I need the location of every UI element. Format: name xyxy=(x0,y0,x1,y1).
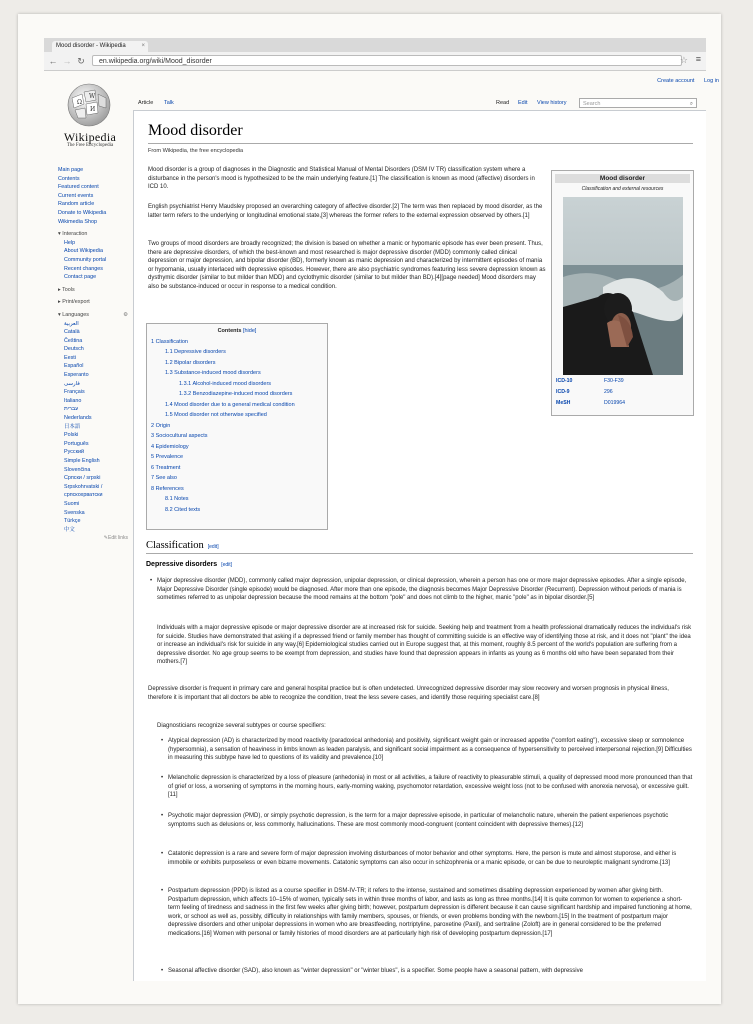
language-link[interactable]: Français xyxy=(64,389,85,396)
toc-entry[interactable]: 4 Epidemiology xyxy=(151,443,189,450)
wikipedia-wordmark: Wikipedia xyxy=(63,130,117,144)
toc-entry[interactable]: 1.3.2 Benzodiazepine-induced mood disorders xyxy=(179,391,293,397)
toc-entry[interactable]: 8 References xyxy=(151,485,184,492)
list-item-atypical: Atypical depression (AD) is characterized by mood reactivity (paradoxical anhedonia) and positivity, significant weight gain or increased appetite ("comfort eating"), excessive sleep or somnolence (hypersomnia), a sensation of heaviness in limbs known as leaden paralysis, and significant social impairment as a consequence of hypersensitivity to perceived interpersonal rejection.[9] Difficulties in measuring this subtype have led to questions of its validity and prevalence.[10] xyxy=(168,738,692,762)
language-link[interactable]: Slovenčina xyxy=(64,466,91,473)
language-link[interactable]: Esperanto xyxy=(64,372,89,379)
tab-title: Mood disorder - Wikipedia xyxy=(56,43,126,49)
infobox-row xyxy=(556,378,624,384)
sidebar-item[interactable]: Contact page xyxy=(64,274,97,281)
list-item-catatonic: Catatonic depression is a rare and severe form of major depression involving disturbances of motor behavior and other symptoms. Here, the person is mute and almost stuporose, and either is immobile or exhibits purposeless or even bizarre movements. Catatonic symptoms can also occur in schizophrenia or a manic episode, or can be due to neuroleptic malignant syndrome.[13] xyxy=(168,851,677,866)
svg-text:Ω: Ω xyxy=(77,99,82,106)
edit-subsection-link[interactable]: [edit] xyxy=(221,562,233,568)
infobox-title: Mood disorder xyxy=(555,174,690,183)
toc-entry[interactable]: 3 Sociocultural aspects xyxy=(151,433,208,439)
wikipedia-globe-logo[interactable] xyxy=(62,80,116,128)
site-subtitle: From Wikipedia, the free encyclopedia xyxy=(148,148,244,154)
language-link[interactable]: עברית xyxy=(64,406,79,413)
bullet-icon: • xyxy=(161,968,164,974)
toc-entry[interactable]: 1.3 Substance-induced mood disorders xyxy=(165,370,261,376)
tab-talk[interactable]: Talk xyxy=(164,100,174,106)
language-link[interactable]: Italiano xyxy=(64,397,82,404)
language-link[interactable]: Polski xyxy=(64,432,79,439)
toc-entry[interactable]: 1.5 Mood disorder not otherwise specified xyxy=(165,412,267,418)
browser-tab-bar xyxy=(44,38,706,52)
page-title: Mood disorder xyxy=(148,122,693,144)
language-link[interactable]: فارسی xyxy=(64,380,80,387)
sidebar-main-nav xyxy=(58,166,128,226)
language-link[interactable]: Српски / srpski xyxy=(64,475,101,482)
section-heading-classification: Classification [edit] xyxy=(146,540,693,554)
list-item-mdd-detail: Individuals with a major depressive episode or major depressive disorder are at increased risk for suicide. Seeking help and treatment from a health professional dramatically reduces the individual's risk for suicide. Studies have demonstrated that asking if a depressed friend or family member has thought of committing suicide is an effective way of identifying those at risk, and it does not "plant" the idea or increase an individual's risk for suicide in any way.[6] Epidemiological studies carried out in Europe suggest that, at this moment, roughly 8.5 percent of the world's population are suffering from a depressive disorder. No age group seems to be exempt from depression, and studies have found that depression appears in infants as young as 6 months old who have been separated from their mothers.[7] xyxy=(157,625,692,666)
lead-paragraph-3: Two groups of mood disorders are broadly recognized; the division is based on whether a manic or hypomanic episode has ever been present. Thus, there are depressive disorders, of which the best-known and most researched is major depressive disorder (MDD) commonly called clinical depression or major depression, and bipolar disorder (BD), formerly known as manic depression and characterized by intermittent episodes of mania or hypomania, usually interlaced with depressive episodes. However, there are also psychiatric syndromes featuring less severe depression known as dysthymic disorder (similar to but milder than MDD) and cyclothymic disorder (similar to but milder than BD).[4][page needed] Mood disorders may also be substance-induced or occur in response to a medical condition. xyxy=(148,241,546,290)
pencil-icon: ✎ xyxy=(103,535,108,542)
bullet-icon: • xyxy=(150,578,153,584)
edit-section-link[interactable]: [edit] xyxy=(207,544,219,550)
paragraph-depressive-disorder: Depressive disorder is frequent in primary care and general hospital practice but is often undetected. Unrecognized depressive disorder may slow recovery and worsen prognosis in physical illness, therefore it is important that all doctors be able to recognize the condition, treat the less severe cases, and identify those requiring specialist care.[8] xyxy=(148,686,669,701)
toc-entry[interactable]: 5 Prevalence xyxy=(151,454,184,460)
infobox-value[interactable]: F30-F39 xyxy=(604,378,624,384)
language-link[interactable]: Čeština xyxy=(64,337,83,344)
infobox-row xyxy=(556,389,613,395)
language-link[interactable]: Català xyxy=(64,329,80,336)
language-link[interactable]: Türkçe xyxy=(64,518,81,525)
sidebar-item[interactable]: Contents xyxy=(58,175,80,182)
tab-edit[interactable]: Edit xyxy=(518,100,528,106)
table-of-contents xyxy=(146,323,328,530)
sidebar-item[interactable]: Main page xyxy=(58,167,84,173)
address-bar[interactable] xyxy=(92,55,682,66)
create-account-link[interactable]: Create account xyxy=(657,78,695,84)
bullet-icon: • xyxy=(161,775,164,781)
list-item-melancholic: Melancholic depression is characterized by a loss of pleasure (anhedonia) in most or all activities, a failure of reactivity to pleasurable stimuli, a quality of depressed mood more pronounced than that of grief or loss, a worsening of symptoms in the morning hours, early-morning waking, psychomotor retardation, excessive weight loss (not to be confused with anorexia nervosa), or excessive guilt.[11] xyxy=(168,775,693,799)
reload-icon[interactable]: ↻ xyxy=(77,56,85,66)
sidebar-item[interactable]: Donate to Wikipedia xyxy=(58,209,107,216)
tab-read[interactable]: Read xyxy=(496,100,510,106)
language-link[interactable]: 中文 xyxy=(64,526,75,533)
toc-entry[interactable]: 2 Origin xyxy=(151,422,171,429)
infobox-key[interactable]: ICD-9 xyxy=(556,389,570,395)
page-tabs xyxy=(136,98,701,110)
toc-entry[interactable]: 8.2 Cited texts xyxy=(165,506,201,513)
language-link[interactable]: Deutsch xyxy=(64,346,84,353)
sidebar-item[interactable]: Wikimedia Shop xyxy=(58,218,97,225)
bullet-icon: • xyxy=(161,738,164,744)
tab-view-history[interactable]: View history xyxy=(537,100,567,106)
list-item-mdd: Major depressive disorder (MDD), commonly called major depression, unipolar depression, or clinical depression, wherein a person has one or more major depressive episodes. After a single episode, Major Depressive Disorder (single episode) would be diagnosed. After more than one episode, the diagnosis becomes Major Depressive Disorder (Recurrent). Depression without periods of mania is sometimes referred to as unipolar depression because the mood remains at the bottom "pole" and does not climb to the higher, manic "pole" as in bipolar disorder.[5] xyxy=(157,578,687,602)
login-link[interactable]: Log in xyxy=(704,78,719,84)
sidebar-item[interactable]: Current events xyxy=(58,192,94,199)
toc-entry[interactable]: 1.3.1 Alcohol-induced mood disorders xyxy=(179,380,272,387)
back-arrow-icon[interactable]: ← xyxy=(48,56,58,66)
infobox-value[interactable]: D019964 xyxy=(604,400,626,406)
infobox-subtitle: Classification and external resources xyxy=(581,186,664,192)
sidebar xyxy=(58,166,128,543)
sidebar-item[interactable]: Random article xyxy=(58,201,95,208)
sidebar-item[interactable]: Help xyxy=(64,239,76,246)
browser-toolbar xyxy=(44,52,706,71)
bullet-icon: • xyxy=(161,851,164,857)
language-link[interactable]: Srpskohrvatski / српскохрватски xyxy=(64,483,103,499)
toc-entry[interactable]: 8.1 Notes xyxy=(165,496,189,502)
lead-paragraph-1: Mood disorder is a group of diagnoses in the Diagnostic and Statistical Manual of Mental Disorders (DSM IV TR) classification system where a disturbance in the person's mood is hypothesized to be the main underlying feature.[1] The classification is known as mood (affective) disorders in ICD 10. xyxy=(148,167,535,191)
sidebar-languages-nav xyxy=(58,320,128,535)
personal-tools xyxy=(649,78,719,84)
bullet-icon: • xyxy=(161,813,164,819)
language-link[interactable]: Simple English xyxy=(64,458,100,464)
toc-entries xyxy=(147,337,327,516)
bullet-icon: • xyxy=(161,888,164,894)
search-icon[interactable]: ⌕ xyxy=(689,101,693,107)
url-text: en.wikipedia.org/wiki/Mood_disorder xyxy=(99,58,212,65)
sidebar-tools-heading[interactable]: ▸ Tools xyxy=(58,286,75,293)
infobox-key[interactable]: ICD-10 xyxy=(556,378,573,384)
language-link[interactable]: Eesti xyxy=(64,354,76,361)
language-link[interactable]: Русский xyxy=(64,449,85,456)
tab-article[interactable]: Article xyxy=(138,100,154,106)
language-link[interactable]: Suomi xyxy=(64,500,80,507)
infobox-key[interactable]: MeSH xyxy=(556,400,571,406)
language-link[interactable]: Español xyxy=(64,363,84,370)
menu-icon[interactable]: ≡ xyxy=(695,54,701,64)
infobox-value[interactable]: 296 xyxy=(604,389,613,395)
list-item-seasonal: Seasonal affective disorder (SAD), also known as "winter depression" or "winter blues", is a specifier. Some people have a seasonal pattern, with depressive xyxy=(168,968,583,974)
infobox-photo[interactable] xyxy=(563,197,683,375)
sidebar-item[interactable]: Community portal xyxy=(64,256,107,263)
language-link[interactable]: Português xyxy=(64,440,89,447)
toc-hide-link[interactable]: [hide] xyxy=(242,328,257,334)
infobox xyxy=(551,170,694,416)
toc-entry[interactable]: 1.2 Bipolar disorders xyxy=(165,359,216,366)
search-input[interactable]: Search ⌕ xyxy=(579,98,697,108)
toc-entry[interactable]: 1.1 Depressive disorders xyxy=(165,349,226,355)
gear-icon[interactable]: ⚙ xyxy=(123,311,128,318)
lead-paragraph-2: English psychiatrist Henry Maudsley proposed an overarching category of affective disorder.[2] The term was then replaced by mood disorder, as the latter term refers to the underlying or longitudinal emotional state,[3] whereas the former refers to the external expression observed by others.[1] xyxy=(148,204,543,219)
browser-tab[interactable] xyxy=(52,41,148,52)
svg-text:И: И xyxy=(90,106,96,113)
wikipedia-tagline: The Free Encyclopedia xyxy=(66,143,114,148)
toc-title: Contents xyxy=(217,328,242,334)
edit-links[interactable]: ✎Edit links xyxy=(103,535,128,542)
toc-entry[interactable]: 6 Treatment xyxy=(151,464,181,471)
sidebar-item[interactable]: Recent changes xyxy=(64,265,103,272)
sidebar-item[interactable]: Featured content xyxy=(58,184,99,191)
list-item-psychotic: Psychotic major depression (PMD), or simply psychotic depression, is the term for a major depressive episode, in particular of melancholic nature, wherein the patient experiences psychotic symptoms such as delusions or, less commonly, hallucinations. These are most commonly mood-congruent (content coincident with depressive themes).[12] xyxy=(168,813,669,828)
sidebar-print-heading[interactable]: ▸ Print/export xyxy=(58,299,90,306)
forward-arrow-icon[interactable]: → xyxy=(62,56,72,66)
sidebar-interaction-heading[interactable]: ▾ Interaction xyxy=(58,231,88,238)
list-item-postpartum: Postpartum depression (PPD) is listed as a course specifier in DSM-IV-TR; it refers to the intense, sustained and sometimes disabling depression experienced by women after giving birth. Postpartum depression, which affects 10–15% of women, typically sets in within three months of labor, and lasts as long as three months.[14] It is quite common for women to experience a short-term feeling of tiredness and sadness in the first few weeks after giving birth; however, postpartum depression is different because it can cause significant hardship and impaired functioning at home, work, or school as well as, possibly, difficulty in relationships with family members, spouses, or friends, or even problems bonding with the newborn.[15] In the treatment of postpartum major depressive disorders and other unipolar depressions in women who are breastfeeding, nortriptyline, paroxetine (Paxil), and sertraline (Zoloft) are in general considered to be the preferred medications.[16] Women with personal or family histories of mood disorders are at particularly high risk of developing postpartum depression.[17] xyxy=(168,888,692,937)
svg-text:W: W xyxy=(89,93,96,100)
infobox-row xyxy=(556,400,625,406)
toc-entry[interactable]: 1 Classification xyxy=(151,338,188,345)
star-icon[interactable]: ☆ xyxy=(679,55,688,65)
language-link[interactable]: Svenska xyxy=(64,509,85,516)
sidebar-interaction-nav xyxy=(58,239,128,282)
toc-entry[interactable]: 1.4 Mood disorder due to a general medical condition xyxy=(165,401,295,408)
toc-entry[interactable]: 7 See also xyxy=(151,475,177,481)
paragraph-subtypes-intro: Diagnosticians recognize several subtypes or course specifiers: xyxy=(157,723,326,729)
close-icon[interactable]: × xyxy=(141,43,145,49)
sidebar-item[interactable]: About Wikipedia xyxy=(64,248,103,255)
subsection-heading-depressive: Depressive disorders [edit] xyxy=(146,561,233,568)
language-link[interactable]: Nederlands xyxy=(64,415,92,422)
language-link[interactable]: 日本語 xyxy=(64,423,81,430)
sidebar-languages-heading[interactable]: ▾ Languages ⚙ xyxy=(58,311,128,318)
language-link[interactable]: العربية xyxy=(64,320,79,327)
